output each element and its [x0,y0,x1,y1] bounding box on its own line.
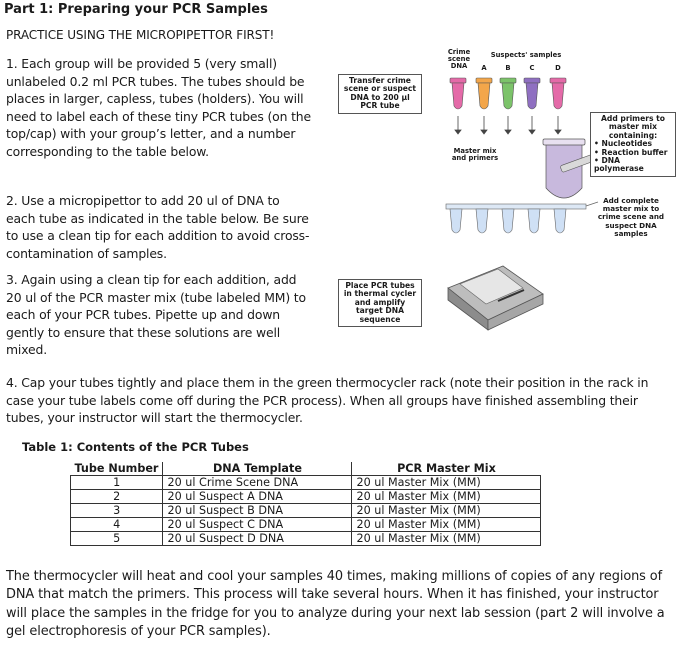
sample-tubes-row [450,78,566,109]
master-mix-cell: 20 ul Master Mix (MM) [352,476,541,490]
dna-template-cell: 20 ul Suspect D DNA [163,532,352,546]
tube-number-cell: 3 [71,504,163,518]
master-mix-cell: 20 ul Master Mix (MM) [352,518,541,532]
suspect-d-tube-icon [550,78,566,109]
master-mix-cell: 20 ul Master Mix (MM) [352,532,541,546]
suspect-b-tube-icon [500,78,516,109]
add-primers-box [590,112,676,177]
suspects-samples-label: Suspects' samples [490,51,562,59]
dna-template-cell: 20 ul Suspect C DNA [163,518,352,532]
add-primers-title: Add primers to master mix containing: [601,114,665,140]
table-row [71,532,541,546]
master-mix-cell: 20 ul Master Mix (MM) [352,490,541,504]
table-row [71,476,541,490]
column-header: PCR Master Mix [352,462,541,476]
letter-a-label: A [481,64,487,72]
table-row [71,490,541,504]
closing-paragraph: The thermocycler will heat and cool your samples 40 times, making millions of copies of any regions of DNA that match the primers. This process will take several hours. When it has finished, your instructor will place the samples in the fridge for you to analyze during your next lab session (part 2 will involve a gel electrophoresis of your PCR samples). [6,569,665,639]
tube-number-cell: 1 [71,476,163,490]
pcr-tube-strip-icon [446,202,598,233]
tube-number-cell: 5 [71,532,163,546]
table-header-row [71,462,541,476]
down-arrows [455,116,561,134]
dna-template-cell: 20 ul Suspect B DNA [163,504,352,518]
page-title: Part 1: Preparing your PCR Samples [4,2,268,17]
column-header: DNA Template [163,462,352,476]
thermal-cycler-box: Place PCR tubes in thermal cycler and amplify target DNA sequence [338,279,422,327]
transfer-dna-box: Transfer crime scene or suspect DNA to 200 µl PCR tube [338,74,422,114]
dna-template-cell: 20 ul Suspect A DNA [163,490,352,504]
step-4-text: 4. Cap your tubes tightly and place them in the green thermocycler rack (note their position in the rack in case your tube labels come off during the PCR process). When all groups have finished assembling their tubes, your instructor will start the thermocycler. [6,375,649,426]
crime-scene-dna-label: Crime scene DNA [447,48,471,70]
crime-scene-tube-icon [450,78,466,109]
step-1-text: 1. Each group will be provided 5 (very small) unlabeled 0.2 ml PCR tubes. The tubes should be places in larger, capless, tubes (holders). You will need to label each of these tiny PCR tubes (on the top/cap) with your group’s letter, and a number corresponding to the table below. [6,56,311,159]
table-caption: Table 1: Contents of the PCR Tubes [22,440,249,454]
letter-c-label: C [529,64,535,72]
thermocycler-icon [448,266,543,330]
step-3-text: 3. Again using a clean tip for each addition, add 20 ul of the PCR master mix (tube labeled MM) to each of your PCR tubes. Pipette up and down gently to ensure that these solutions are well mixed. [6,272,306,358]
pcr-contents-table [70,462,541,546]
letter-b-label: B [505,64,511,72]
dna-template-cell: 20 ul Crime Scene DNA [163,476,352,490]
tube-number-cell: 2 [71,490,163,504]
table-row [71,504,541,518]
add-primers-item: • Nucleotides [594,139,653,149]
table-row [71,518,541,532]
pcr-workflow-figure [328,48,680,333]
master-mix-label: Master mix and primers [451,147,499,162]
practice-notice: PRACTICE USING THE MICROPIPETTOR FIRST! [6,28,275,42]
step-2-text: 2. Use a micropipettor to add 20 ul of DNA to each tube as indicated in the table below. Be sure to use a clean tip for each addition to avoid cross-contamination of samples. [6,193,310,261]
letter-d-label: D [555,64,561,72]
suspect-a-tube-icon [476,78,492,109]
tube-number-cell: 4 [71,518,163,532]
add-primers-item: • Reaction buffer [594,147,668,157]
add-primers-item: • DNA polymerase [594,156,644,174]
column-header: Tube Number [71,462,163,476]
master-mix-cell: 20 ul Master Mix (MM) [352,504,541,518]
suspect-c-tube-icon [524,78,540,109]
complete-master-mix-label: Add complete master mix to crime scene and suspect DNA samples [597,196,665,238]
